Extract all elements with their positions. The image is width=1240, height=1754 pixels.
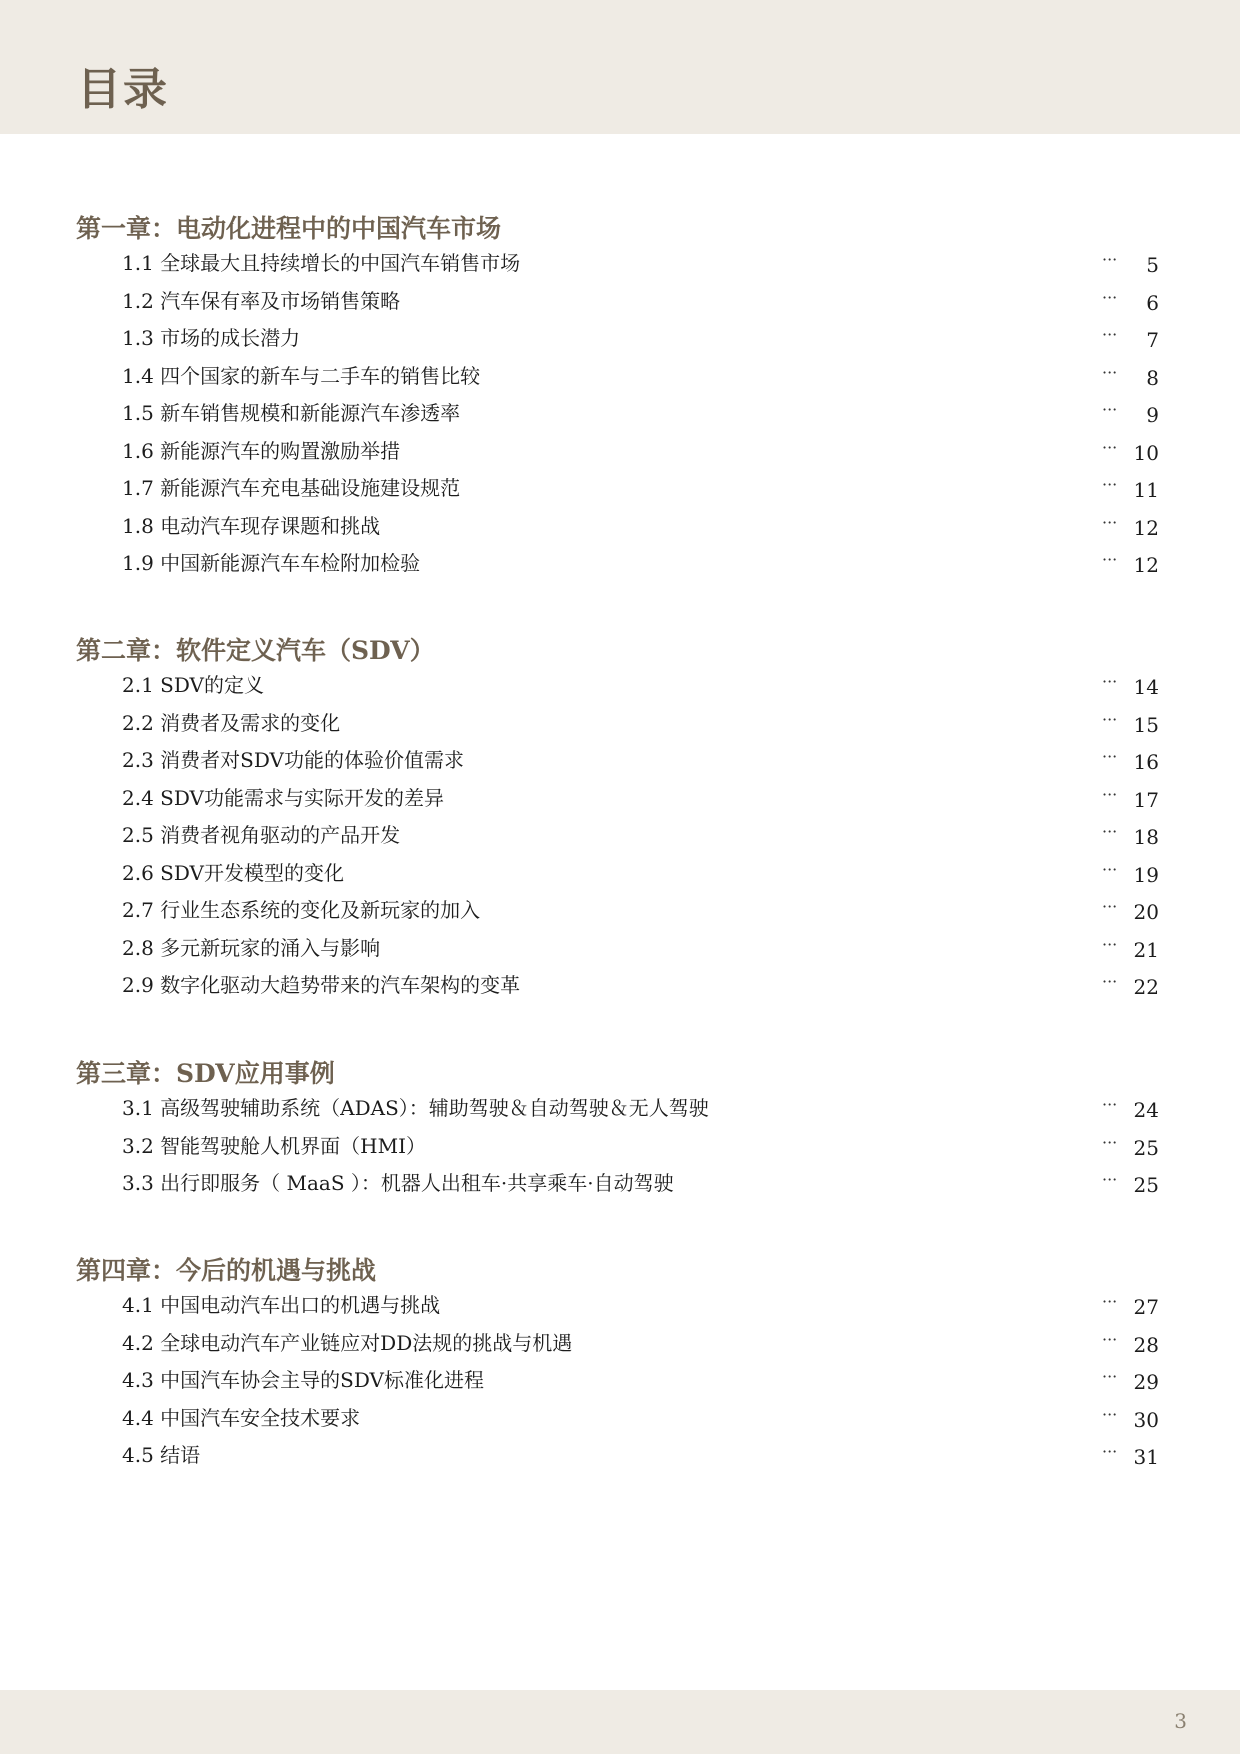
toc-entry-label: 2.4 SDV功能需求与实际开发的差异 (122, 785, 444, 810)
toc-entry-page: 15 (1133, 712, 1159, 737)
toc-entry[interactable] (0, 1365, 1240, 1395)
toc-entry-page: 30 (1133, 1407, 1159, 1432)
toc-leader-dots: ··· (1102, 362, 1118, 382)
toc-leader-dots: ··· (1102, 250, 1118, 269)
toc-entry[interactable] (0, 361, 1240, 391)
toc-entry[interactable] (0, 511, 1240, 541)
toc-entry-page: 11 (1133, 478, 1159, 502)
toc-leader-dots: ··· (1102, 475, 1118, 494)
toc-entry-label: 1.3 市场的成长潜力 (122, 326, 301, 350)
toc-entry[interactable] (0, 933, 1240, 963)
toc-entry[interactable] (0, 436, 1240, 466)
toc-entry-page: 16 (1133, 750, 1159, 774)
toc-entry-page: 21 (1133, 937, 1159, 962)
toc-entry-page: 14 (1133, 675, 1159, 699)
toc-entry-label: 4.4 中国汽车安全技术要求 (122, 1405, 361, 1430)
toc-leader-dots: ··· (1102, 972, 1118, 991)
toc-entry-label: 2.6 SDV开发模型的变化 (122, 860, 344, 885)
toc-entry-page: 27 (1133, 1295, 1159, 1319)
toc-entry-page: 7 (1146, 328, 1159, 352)
toc-entry[interactable] (0, 1403, 1240, 1433)
toc-leader-dots: ··· (1102, 1292, 1118, 1311)
toc-entry-label: 4.5 结语 (122, 1443, 201, 1467)
toc-entry-label: 3.3 出行即服务（ MaaS ）：机器人出租车·共享乘车·自动驾驶 (122, 1171, 674, 1195)
toc-leader-dots: ··· (1102, 550, 1118, 569)
toc-entry-label: 3.1 高级驾驶辅助系统（ADAS）：辅助驾驶＆自动驾驶＆无人驾驶 (122, 1096, 709, 1120)
toc-entry-label: 1.8 电动汽车现存课题和挑战 (122, 513, 381, 538)
toc-entry-label: 2.3 消费者对SDV功能的体验价值需求 (122, 748, 464, 772)
toc-entry-label: 1.5 新车销售规模和新能源汽车渗透率 (122, 401, 461, 425)
toc-entry-page: 12 (1133, 553, 1159, 577)
toc-leader-dots: ··· (1102, 934, 1118, 954)
toc-leader-dots: ··· (1102, 1329, 1118, 1349)
toc-entry[interactable] (0, 473, 1240, 503)
toc-leader-dots: ··· (1102, 747, 1118, 766)
toc-entry[interactable] (0, 248, 1240, 278)
toc-leader-dots: ··· (1102, 784, 1118, 804)
toc-leader-dots: ··· (1102, 512, 1118, 532)
toc-entry[interactable] (0, 970, 1240, 1000)
toc-leader-dots: ··· (1102, 325, 1118, 344)
toc-entry-label: 1.1 全球最大且持续增长的中国汽车销售市场 (122, 251, 521, 275)
toc-entry-label: 2.8 多元新玩家的涌入与影响 (122, 935, 381, 960)
toc-entry[interactable] (0, 670, 1240, 700)
toc-entry[interactable] (0, 398, 1240, 428)
toc-entry-label: 2.2 消费者及需求的变化 (122, 710, 341, 735)
toc-entry-label: 2.7 行业生态系统的变化及新玩家的加入 (122, 898, 481, 922)
toc-entry-page: 9 (1146, 403, 1159, 427)
page-number: 3 (1174, 1709, 1187, 1733)
chapter-title[interactable]: 第一章：电动化进程中的中国汽车市场 (76, 214, 502, 243)
toc-entry[interactable] (0, 1440, 1240, 1470)
toc-entry-label: 2.1 SDV的定义 (122, 673, 264, 697)
toc-entry-page: 5 (1146, 253, 1159, 277)
toc-entry-label: 1.4 四个国家的新车与二手车的销售比较 (122, 363, 481, 388)
toc-entry-page: 10 (1133, 440, 1159, 465)
toc-entry[interactable] (0, 820, 1240, 850)
toc-entry[interactable] (0, 783, 1240, 813)
toc-leader-dots: ··· (1102, 287, 1118, 307)
toc-entry-label: 1.7 新能源汽车充电基础设施建设规范 (122, 476, 461, 500)
toc-entry-label: 1.9 中国新能源汽车车检附加检验 (122, 551, 421, 575)
toc-entry-page: 8 (1146, 365, 1159, 390)
toc-leader-dots: ··· (1102, 859, 1118, 879)
toc-entry-label: 3.2 智能驾驶舱人机界面（HMI） (122, 1133, 426, 1158)
toc-entry-page: 17 (1133, 787, 1159, 812)
toc-entry[interactable] (0, 858, 1240, 888)
toc-entry[interactable] (0, 745, 1240, 775)
toc-leader-dots: ··· (1102, 1170, 1118, 1189)
toc-entry-page: 6 (1146, 290, 1159, 315)
toc-entry[interactable] (0, 1290, 1240, 1320)
toc-leader-dots: ··· (1102, 1132, 1118, 1152)
toc-entry[interactable] (0, 708, 1240, 738)
toc-leader-dots: ··· (1102, 400, 1118, 419)
toc-entry-page: 24 (1133, 1098, 1159, 1122)
page-title: 目录 (77, 64, 169, 115)
toc-entry[interactable] (0, 1328, 1240, 1358)
toc-entry-page: 31 (1133, 1445, 1159, 1469)
toc-entry[interactable] (0, 286, 1240, 316)
chapter-title[interactable]: 第四章：今后的机遇与挑战 (76, 1256, 377, 1285)
toc-entry[interactable] (0, 548, 1240, 578)
toc-entry-label: 1.6 新能源汽车的购置激励举措 (122, 438, 401, 463)
toc-entry-page: 12 (1133, 515, 1159, 540)
toc-leader-dots: ··· (1102, 1367, 1118, 1386)
toc-entry-label: 4.3 中国汽车协会主导的SDV标准化进程 (122, 1368, 484, 1392)
toc-entry-page: 29 (1133, 1370, 1159, 1394)
toc-leader-dots: ··· (1102, 822, 1118, 841)
toc-entry-label: 4.2 全球电动汽车产业链应对DD法规的挑战与机遇 (122, 1330, 573, 1355)
chapter-title[interactable]: 第二章：软件定义汽车（SDV） (76, 636, 435, 665)
toc-entry-page: 28 (1133, 1332, 1159, 1357)
toc-entry[interactable] (0, 895, 1240, 925)
toc-entry-label: 2.5 消费者视角驱动的产品开发 (122, 823, 401, 847)
toc-entry-label: 2.9 数字化驱动大趋势带来的汽车架构的变革 (122, 973, 521, 997)
toc-entry-page: 18 (1133, 825, 1159, 849)
toc-entry-page: 25 (1133, 1135, 1159, 1160)
toc-entry-page: 20 (1133, 900, 1159, 924)
toc-entry-label: 4.1 中国电动汽车出口的机遇与挑战 (122, 1293, 441, 1317)
chapter-title[interactable]: 第三章：SDV应用事例 (76, 1059, 335, 1088)
toc-leader-dots: ··· (1102, 1095, 1118, 1114)
toc-entry-label: 1.2 汽车保有率及市场销售策略 (122, 288, 401, 313)
toc-entry[interactable] (0, 1131, 1240, 1161)
toc-entry[interactable] (0, 1168, 1240, 1198)
toc-leader-dots: ··· (1102, 1442, 1118, 1461)
toc-leader-dots: ··· (1102, 672, 1118, 691)
toc-leader-dots: ··· (1102, 437, 1118, 457)
toc-leader-dots: ··· (1102, 709, 1118, 729)
toc-entry[interactable] (0, 1093, 1240, 1123)
toc-leader-dots: ··· (1102, 897, 1118, 916)
footer-band (0, 1690, 1240, 1754)
toc-entry-page: 25 (1133, 1173, 1159, 1197)
toc-entry-page: 19 (1133, 862, 1159, 887)
toc-entry-page: 22 (1133, 975, 1159, 999)
toc-leader-dots: ··· (1102, 1404, 1118, 1424)
toc-entry[interactable] (0, 323, 1240, 353)
